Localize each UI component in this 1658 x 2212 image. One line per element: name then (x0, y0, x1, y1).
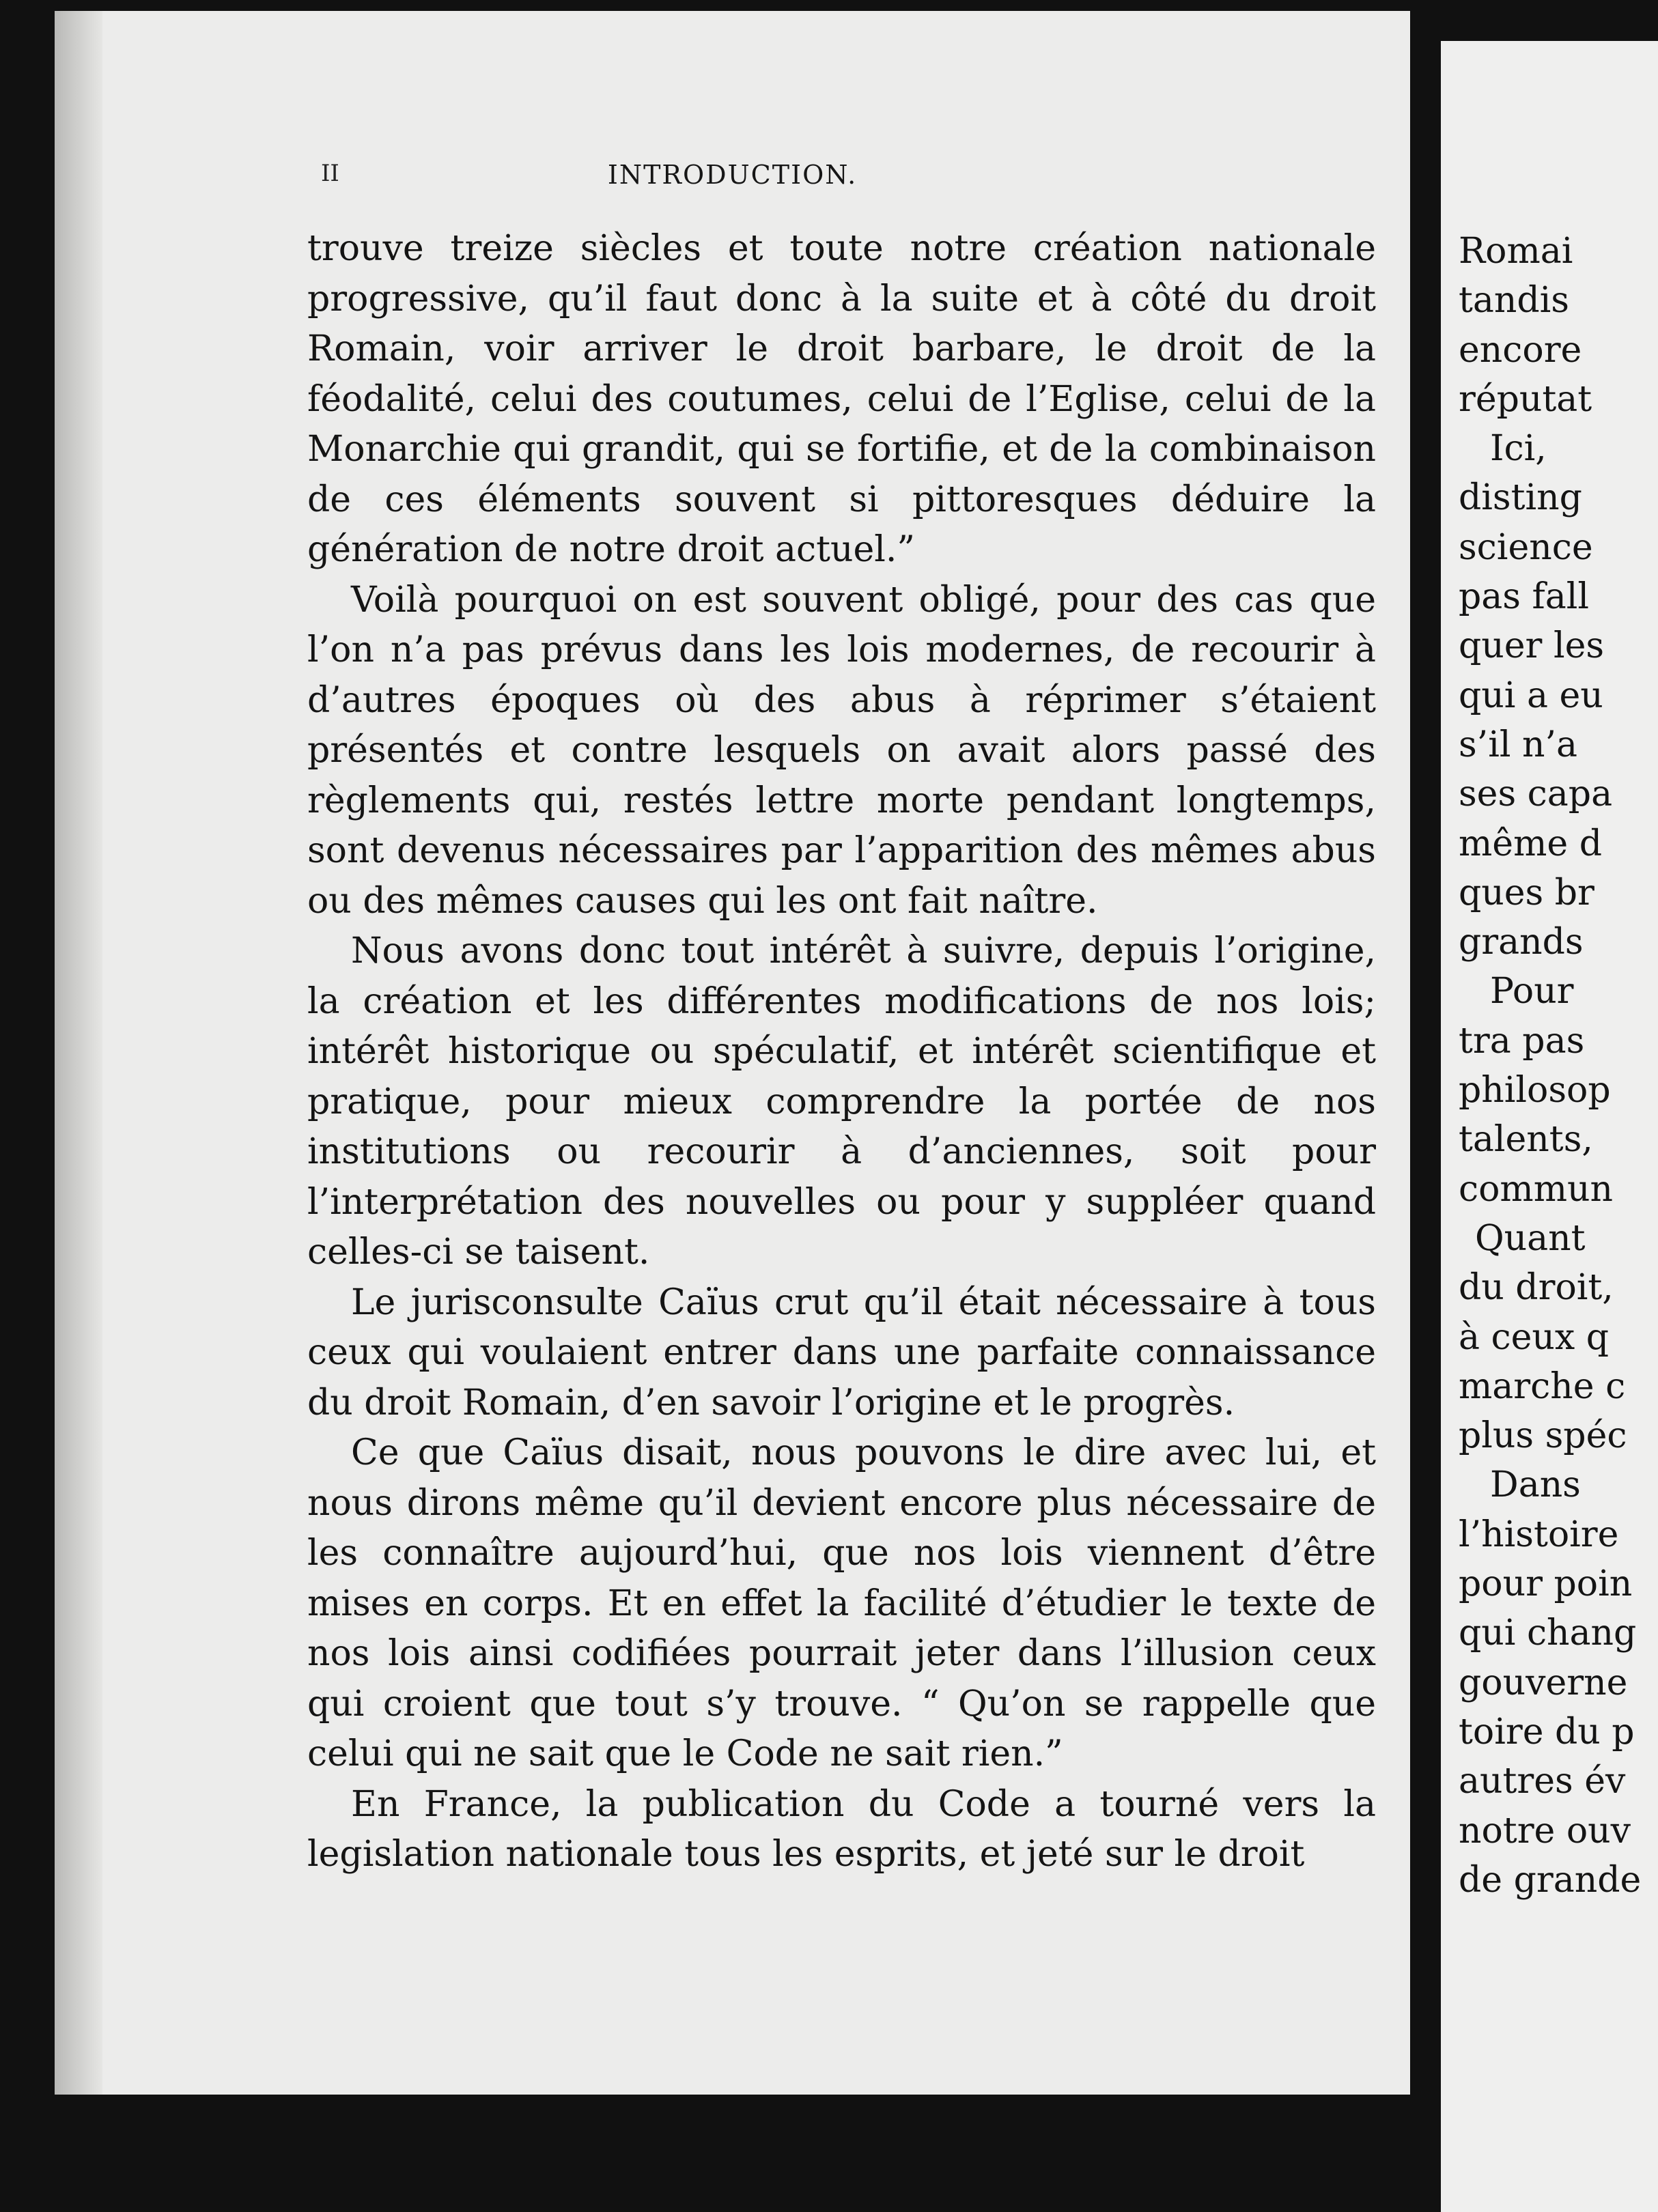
text-line: notre ouv (1459, 1810, 1631, 1852)
text-line: qui a eu (1459, 675, 1603, 716)
text-line: toire du p (1459, 1711, 1635, 1753)
text-line: autres év (1459, 1761, 1626, 1802)
text-line: quer les (1459, 625, 1605, 667)
text-line: talents, (1459, 1119, 1593, 1161)
paragraph: En France, la publication du Code a tourné vers la legislation nationale tous les esprits, et jeté sur le droit (307, 1783, 1376, 1875)
text-line: disting (1459, 477, 1582, 519)
text-line: ques br (1459, 872, 1594, 913)
text-line: réputat (1459, 378, 1592, 420)
text-line: grands (1459, 922, 1584, 963)
right-book-page-cropped (1441, 41, 1658, 2212)
paragraph: trouve treize siècles et toute notre création nationale progressive, qu’il faut donc à la suite et à côté du droit Romain, voir arriver le droit barbare, le droit de la féodalité, celui des coutumes, celui de l’Eglise, celui de la Monarchie qui grandit, qui se fortifie, et de la combinaison de ces éléments souvent si pittoresques déduire la génération de notre droit actuel.” (307, 228, 1376, 570)
text-line: s’il n’a (1459, 724, 1578, 765)
text-line: qui chang (1459, 1613, 1637, 1654)
text-line: gouverne (1459, 1662, 1628, 1703)
paragraph: Nous avons donc tout intérêt à suivre, depuis l’origine, la création et les différentes modifications de nos lois; intérêt historique ou spéculatif, et intérêt scientifique et pratique, pour mieux comprendre la portée de nos institutions ou recourir à d’anciennes, soit pour l’interprétation des nouvelles ou pour y suppléer quand celles-ci se taisent. (307, 931, 1376, 1273)
text-line: marche c (1459, 1365, 1626, 1407)
right-page-text (1459, 227, 1658, 1905)
text-line: du droit, (1459, 1267, 1614, 1309)
text-line: ses capa (1459, 774, 1613, 815)
paragraph: Ce que Caïus disait, nous pouvons le dire avec lui, et nous dirons même qu’il devient encore plus nécessaire de les connaître aujourd’hui, que nos lois viennent d’être mises en corps. Et en effet la facilité d’étudier le texte de nos lois ainsi codifiées pourrait jeter dans l’illusion ceux qui croient que tout s’y trouve. “ Qu’on se rappelle que celui qui ne sait que le Code ne sait rien.” (307, 1432, 1376, 1774)
text-line: philosop (1459, 1070, 1611, 1111)
text-line: science (1459, 526, 1593, 568)
text-line: pas fall (1459, 576, 1590, 618)
left-book-page (55, 11, 1410, 2095)
text-line: plus spéc (1459, 1415, 1627, 1457)
text-line: pour poin (1459, 1563, 1633, 1605)
text-line: l’histoire (1459, 1514, 1619, 1555)
text-line: tra pas (1459, 1020, 1585, 1062)
text-line: à ceux q (1459, 1316, 1610, 1358)
text-line: commun (1459, 1168, 1614, 1210)
running-title: INTRODUCTION. (607, 160, 858, 190)
running-head (55, 160, 1410, 208)
text-line: encore (1459, 329, 1582, 371)
text-line: Ici, (1490, 428, 1547, 470)
text-line: Pour (1490, 971, 1574, 1012)
page-number: II (321, 160, 339, 187)
text-line: Romai (1459, 231, 1573, 272)
paragraph: Le jurisconsulte Caïus crut qu’il était nécessaire à tous ceux qui voulaient entrer dans une parfaite connaissance du droit Romain, d’en savoir l’origine et le progrès. (307, 1281, 1376, 1423)
text-line: tandis (1459, 280, 1569, 322)
text-line: Dans (1490, 1464, 1581, 1506)
text-line: de grande (1459, 1859, 1642, 1901)
paragraph: Voilà pourquoi on est souvent obligé, pour des cas que l’on n’a pas prévus dans les lois modernes, de recourir à d’autres époques où des abus à réprimer s’étaient présentés et contre lesquels on avait alors passé des règlements qui, restés lettre morte pendant longtemps, sont devenus nécessaires par l’apparition des mêmes abus ou des mêmes causes qui les ont fait naître. (307, 579, 1376, 922)
body-text (307, 224, 1376, 1880)
text-line: même d (1459, 823, 1602, 864)
text-line: Quant (1475, 1217, 1586, 1259)
